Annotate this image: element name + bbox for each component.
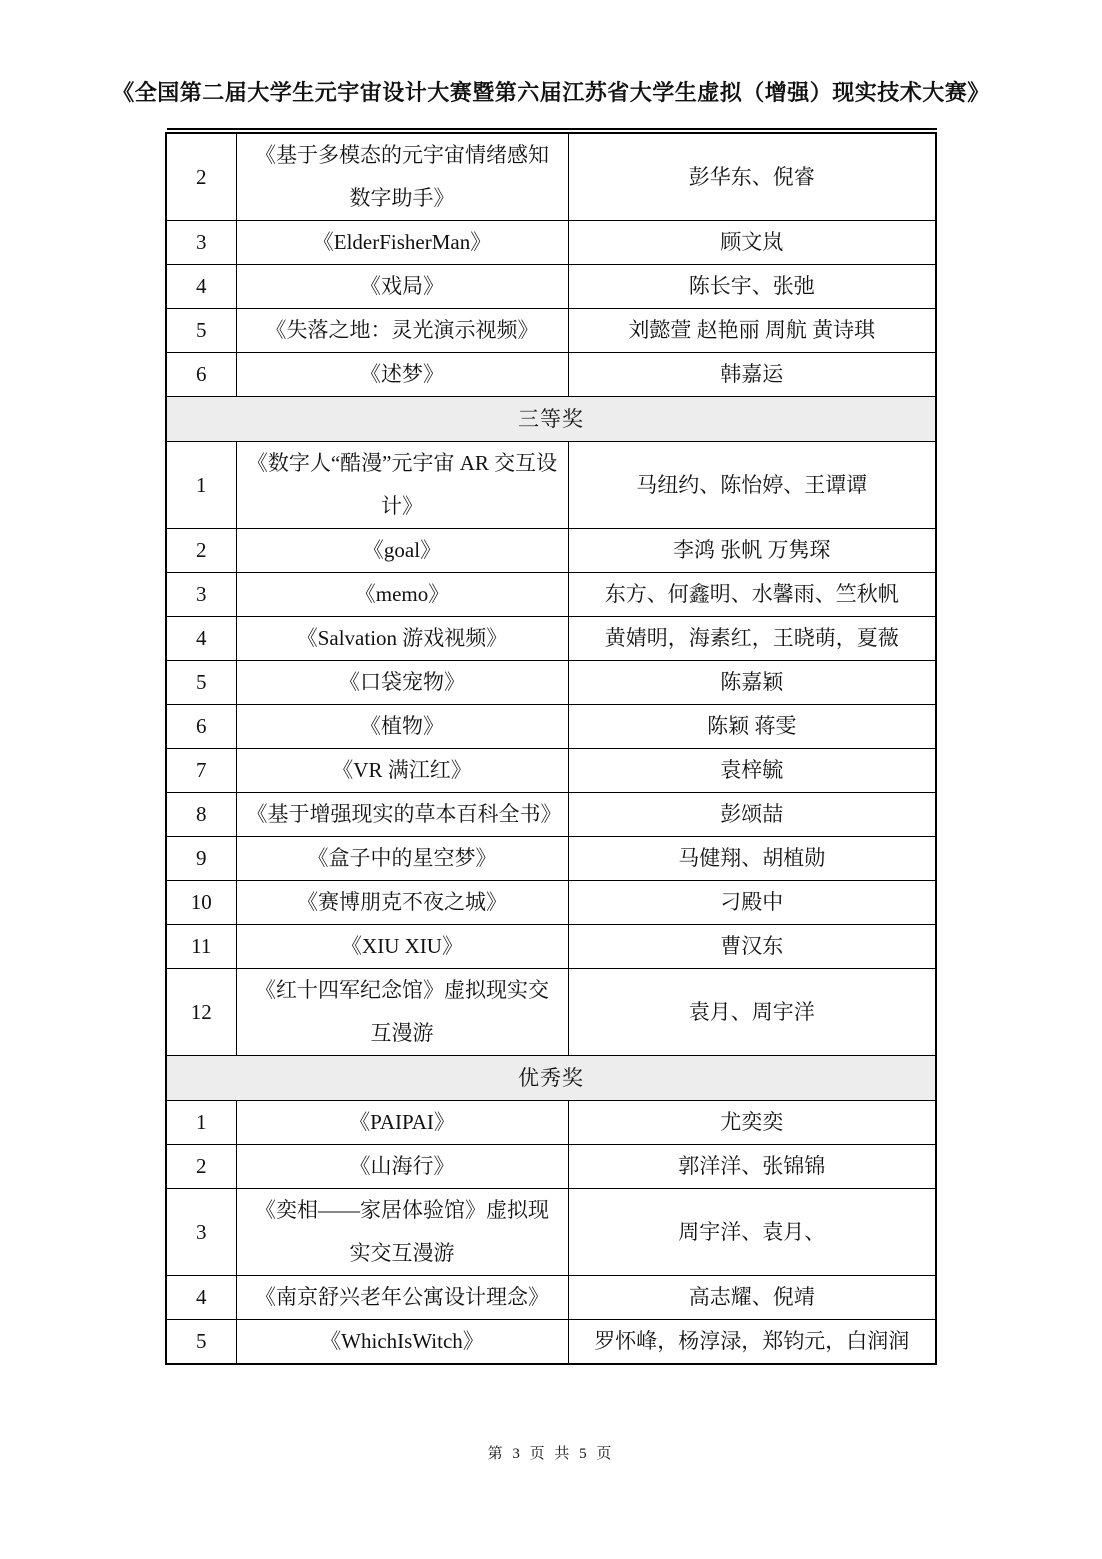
entry-number: 3 (166, 573, 236, 617)
table-row (166, 1189, 936, 1276)
work-title: 《述梦》 (236, 353, 568, 397)
table-row (166, 353, 936, 397)
entry-authors: 彭颂喆 (568, 793, 936, 837)
table-row (166, 1276, 936, 1320)
entry-authors: 顾文岚 (568, 221, 936, 265)
work-title: 《失落之地：灵光演示视频》 (236, 309, 568, 353)
table-row (166, 881, 936, 925)
entry-authors: 袁梓毓 (568, 749, 936, 793)
section-header-label: 优秀奖 (166, 1056, 936, 1101)
table-row (166, 309, 936, 353)
table-row (166, 133, 936, 221)
entry-authors: 曹汉东 (568, 925, 936, 969)
entry-number: 12 (166, 969, 236, 1056)
table-row (166, 793, 936, 837)
table-row (166, 529, 936, 573)
entry-number: 2 (166, 529, 236, 573)
entry-number: 11 (166, 925, 236, 969)
table-row (166, 969, 936, 1056)
entry-number: 1 (166, 1101, 236, 1145)
entry-number: 5 (166, 1320, 236, 1365)
work-title: 《戏局》 (236, 265, 568, 309)
entry-authors: 陈长宇、张弛 (568, 265, 936, 309)
entry-authors: 高志耀、倪靖 (568, 1276, 936, 1320)
page-number-footer: 第 3 页 共 5 页 (487, 1446, 615, 1462)
awards-table-body (166, 133, 936, 1364)
awards-table (165, 132, 937, 1365)
work-title: 《植物》 (236, 705, 568, 749)
section-header-row (166, 1056, 936, 1101)
entry-number: 9 (166, 837, 236, 881)
entry-authors: 马健翔、胡植勋 (568, 837, 936, 881)
entry-number: 4 (166, 1276, 236, 1320)
work-title: 《ElderFisherMan》 (236, 221, 568, 265)
work-title: 《南京舒兴老年公寓设计理念》 (236, 1276, 568, 1320)
table-row (166, 442, 936, 529)
table-row (166, 661, 936, 705)
entry-number: 7 (166, 749, 236, 793)
entry-number: 8 (166, 793, 236, 837)
entry-authors: 袁月、周宇洋 (568, 969, 936, 1056)
work-title: 《memo》 (236, 573, 568, 617)
work-title: 《WhichIsWitch》 (236, 1320, 568, 1365)
entry-authors: 李鸿 张帆 万隽琛 (568, 529, 936, 573)
entry-number: 10 (166, 881, 236, 925)
entry-authors: 韩嘉运 (568, 353, 936, 397)
entry-authors: 尤奕奕 (568, 1101, 936, 1145)
table-row (166, 617, 936, 661)
section-header-label: 三等奖 (166, 397, 936, 442)
entry-number: 3 (166, 221, 236, 265)
work-title: 《红十四军纪念馆》虚拟现实交互漫游 (236, 969, 568, 1056)
work-title: 《基于多模态的元宇宙情绪感知数字助手》 (236, 133, 568, 221)
entry-authors: 刁殿中 (568, 881, 936, 925)
entry-authors: 彭华东、倪睿 (568, 133, 936, 221)
table-row (166, 265, 936, 309)
work-title: 《goal》 (236, 529, 568, 573)
entry-authors: 郭洋洋、张锦锦 (568, 1145, 936, 1189)
entry-number: 4 (166, 265, 236, 309)
entry-number: 6 (166, 705, 236, 749)
table-row (166, 749, 936, 793)
section-header-row (166, 397, 936, 442)
entry-number: 2 (166, 1145, 236, 1189)
work-title: 《口袋宠物》 (236, 661, 568, 705)
entry-authors: 马纽约、陈怡婷、王谭谭 (568, 442, 936, 529)
entry-number: 1 (166, 442, 236, 529)
work-title: 《VR 满江红》 (236, 749, 568, 793)
work-title: 《Salvation 游戏视频》 (236, 617, 568, 661)
work-title: 《PAIPAI》 (236, 1101, 568, 1145)
header-divider-rule (167, 128, 937, 130)
work-title: 《奕相——家居体验馆》虚拟现实交互漫游 (236, 1189, 568, 1276)
entry-number: 5 (166, 661, 236, 705)
entry-authors: 周宇洋、袁月、 (568, 1189, 936, 1276)
work-title: 《山海行》 (236, 1145, 568, 1189)
table-row (166, 221, 936, 265)
work-title: 《盒子中的星空梦》 (236, 837, 568, 881)
table-row (166, 1320, 936, 1365)
table-row (166, 925, 936, 969)
entry-authors: 陈颖 蒋雯 (568, 705, 936, 749)
table-row (166, 1145, 936, 1189)
entry-authors: 刘懿萱 赵艳丽 周航 黄诗琪 (568, 309, 936, 353)
entry-authors: 东方、何鑫明、水馨雨、竺秋帆 (568, 573, 936, 617)
table-row (166, 573, 936, 617)
work-title: 《数字人“酷漫”元宇宙 AR 交互设计》 (236, 442, 568, 529)
entry-authors: 黄婧明，海素红，王晓萌，夏薇 (568, 617, 936, 661)
entry-authors: 陈嘉颖 (568, 661, 936, 705)
entry-number: 6 (166, 353, 236, 397)
work-title: 《基于增强现实的草本百科全书》 (236, 793, 568, 837)
work-title: 《XIU XIU》 (236, 925, 568, 969)
entry-number: 2 (166, 133, 236, 221)
work-title: 《赛博朋克不夜之城》 (236, 881, 568, 925)
table-row (166, 705, 936, 749)
entry-authors: 罗怀峰，杨淳渌，郑钧元，白润润 (568, 1320, 936, 1365)
entry-number: 5 (166, 309, 236, 353)
page-header-title: 《全国第二届大学生元宇宙设计大赛暨第六届江苏省大学生虚拟（增强）现实技术大赛》 (112, 80, 990, 105)
table-row (166, 1101, 936, 1145)
table-row (166, 837, 936, 881)
entry-number: 4 (166, 617, 236, 661)
entry-number: 3 (166, 1189, 236, 1276)
